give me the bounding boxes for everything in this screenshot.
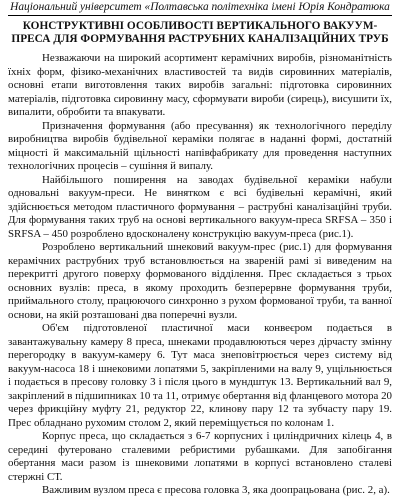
paragraph: Об'єм підготовленої пластичної маси конвеєром подається в завантажувальну камеру 8 преса, шнеками продавлюються через дірчасту змінну перегородку в вакуум-камеру 6. Тут маса знеповітрюється через систему від вакуум-насоса 18 і шнековими лопатями 5, закріпленими на валу 9, ущільнюється і подається в пресову головку 3 і після цього в мундштук 13. Вертикальний вал 9, закріплений в підшипниках 10 та 11, отримує обертання від фланцевого мотора 20 через фрикційну муфту 21, редуктор 22, клинову пару 12 та зубчасту пару 19. Прес обладнано рухомим столом 2, який переміщується по колонам 1.	[8, 322, 392, 429]
article-body	[8, 52, 392, 498]
paragraph: Корпус преса, що складається з 6-7 корпусних і циліндричних кілець 4, в середині футеровано сталевими ребристими рубашками. Для запобігання обертання маси разом із шнековими лопатями в корпусі встановлено сталеві стержні СТ.	[8, 430, 392, 483]
paragraph: Важливим вузлом преса є пресова головка 3, яка доопрацьована (рис. 2, а).	[42, 484, 390, 496]
paragraph: Призначення формування (або пресування) як технологічного переділу виробництва виробів будівельної кераміки полягає в наданні формі, достатній міцності й максимальній щільності напівфабрикату для проведення наступних технологічних процесів – сушіння й випалу.	[8, 119, 392, 172]
paragraph: Найбільшого поширення на заводах будівельної кераміки набули одновальні вакуум-преси. Не винятком є всі будівельні керамічні, який здійснюється методом пластичного формування – раструбні каналізаційні труби. Для формування таких труб на основі вертикального вакуум-преса SRFSA – 350 і SRFSA – 450 розроблено вдосконалену конструкцію вакуум-преса (рис.1).	[8, 173, 392, 240]
article-title: КОНСТРУКТИВНІ ОСОБЛИВОСТІ ВЕРТИКАЛЬНОГО ВАКУУМ-ПРЕСА ДЛЯ ФОРМУВАННЯ РАСТРУБНИХ КАНАЛІЗАЦІЙНИХ ТРУБ	[11, 20, 389, 45]
page-header: Національний університет «Полтавська політехніка імені Юрія Кондратюка	[8, 0, 392, 16]
paragraph: Розроблено вертикальний шнековий вакуум-прес (рис.1) для формування керамічних раструбних труб встановлюється на звареній рамі зі виведеним на перекритті другого поверху формованого відділення. Прес складається з трьох основних вузлів: преса, в якому проходить безперервне формування труби, приймального столу, працюючого синхронно з рухом формованої труби, та ванної основи, на якій розташовані два поперечні вузли.	[8, 241, 392, 321]
paragraph: Незважаючи на широкий асортимент керамічних виробів, різноманітність їхніх форм, фізико-механічних властивостей та видів сировинних матеріалів, основні етапи виготовлення таких виробів загальні: підготовка сировинних матеріалів, підготовка сировинну масу, сформувати вироби (сирець), висушити їх, випалити, обробити та впакувати.	[8, 52, 392, 118]
